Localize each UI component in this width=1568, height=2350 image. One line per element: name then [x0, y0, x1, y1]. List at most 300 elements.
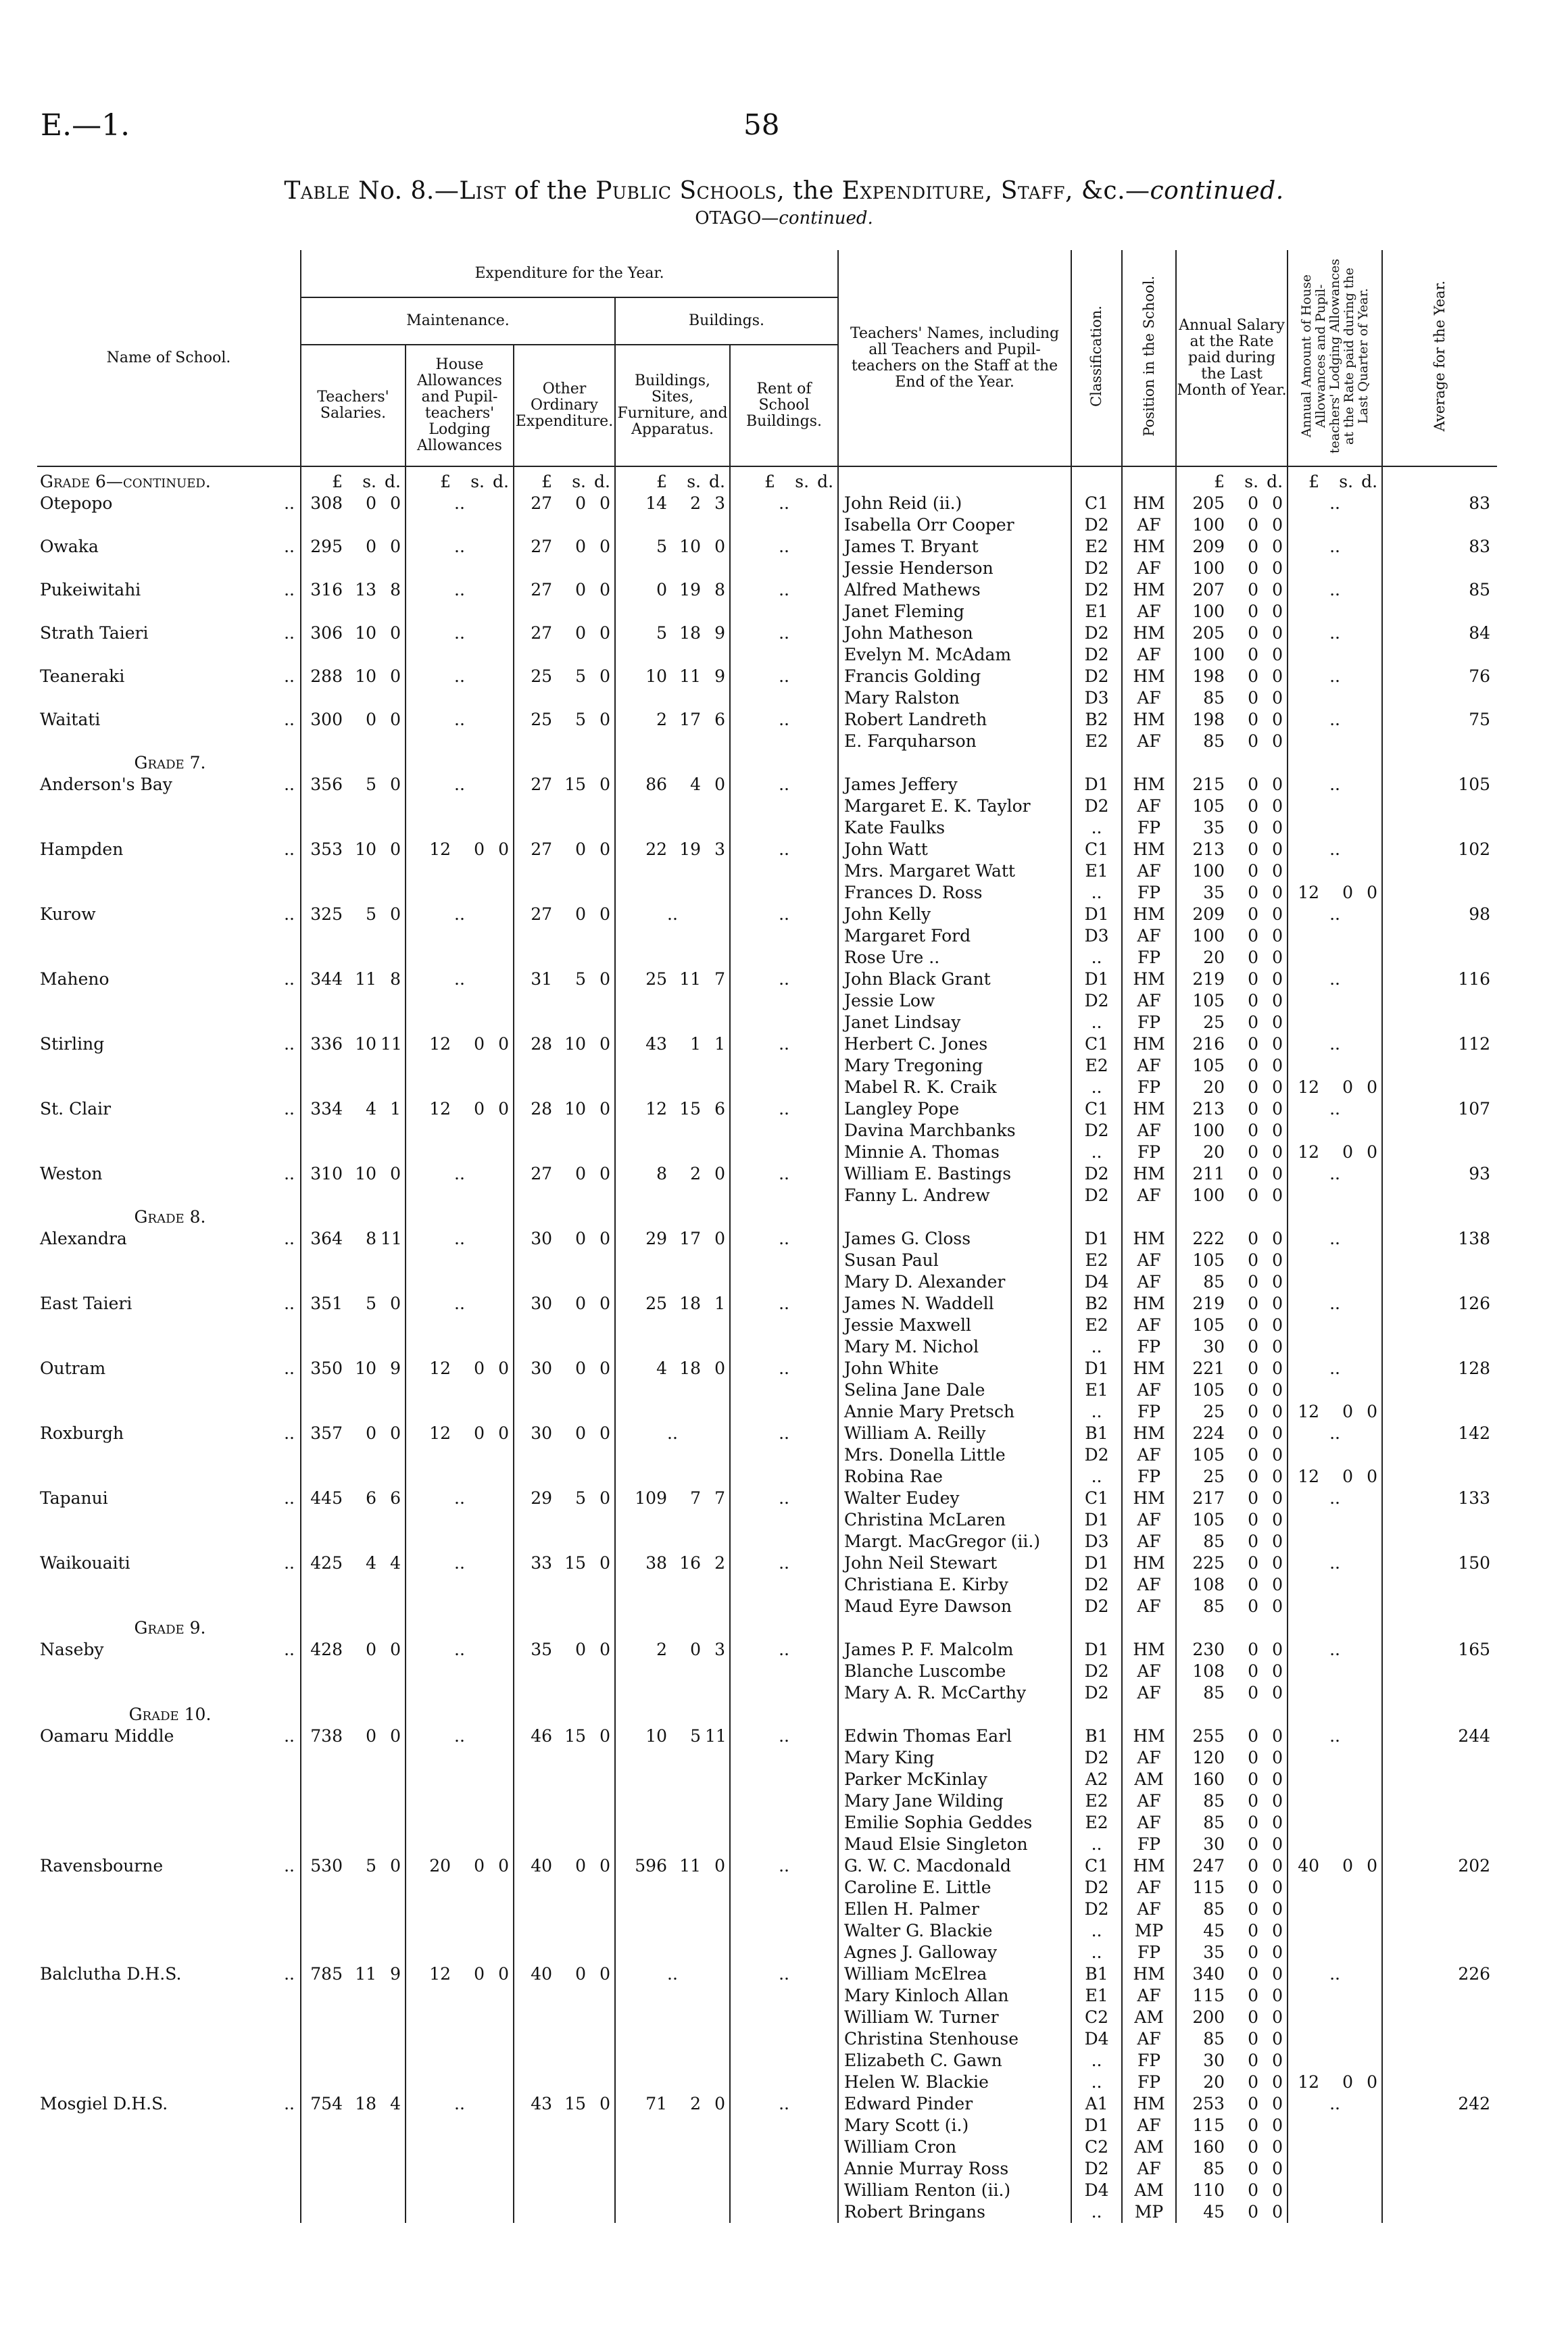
school-name	[40, 709, 300, 731]
school-name	[40, 1963, 300, 1985]
empty-value: ..	[1329, 493, 1340, 513]
teacher-name-text: Selina Jane Dale	[844, 1380, 985, 1400]
units-row	[37, 466, 1497, 493]
salary-pounds: 205	[1192, 493, 1225, 513]
table-row	[37, 2028, 1497, 2050]
classification-value: D1	[1084, 1553, 1109, 1573]
empty-value: ..	[779, 775, 789, 794]
salary-pence: 0	[1272, 1575, 1283, 1594]
col-other-ordinary: Other Ordinary Expenditure.	[514, 345, 615, 466]
teacher-name	[839, 1769, 1071, 1790]
salary-pence: 0	[1272, 710, 1283, 729]
table-row	[37, 579, 1497, 601]
annual-salary	[1177, 1120, 1287, 1142]
amount-pence: 0	[599, 1423, 610, 1443]
amount-pence: 8	[714, 580, 725, 599]
teacher-name-text: Edward Pinder	[844, 2094, 973, 2113]
salary-shillings: 0	[1248, 1423, 1259, 1443]
empty-value: ..	[779, 1164, 789, 1183]
salary-pence: 0	[1272, 1661, 1283, 1681]
classification-value: D2	[1084, 2159, 1109, 2178]
position-value: AF	[1137, 1510, 1161, 1529]
empty-value: ..	[779, 1034, 789, 1054]
salary-shillings: 0	[1248, 1488, 1259, 1508]
amount-pence: 6	[390, 1488, 401, 1508]
teacher-name-text: Christiana E. Kirby	[844, 1575, 1008, 1594]
position-value: HM	[1133, 666, 1165, 686]
position-value: AF	[1137, 1899, 1161, 1919]
amount-pence: 0	[1367, 1077, 1378, 1097]
position-value: FP	[1137, 1402, 1161, 1421]
amount	[301, 1423, 405, 1444]
classification-value: C1	[1085, 1099, 1109, 1119]
position-value: HM	[1133, 1488, 1165, 1508]
classification-value: D2	[1084, 580, 1109, 599]
annual-salary	[1177, 1661, 1287, 1682]
amount-pence: 11	[381, 1229, 402, 1248]
position-value: AF	[1137, 1272, 1161, 1292]
annual-salary	[1177, 1855, 1287, 1877]
amount-pounds: 8	[656, 1164, 667, 1183]
average-value: 112	[1458, 1034, 1491, 1054]
teacher-name-text: Mary King	[844, 1748, 935, 1767]
amount-shillings: 4	[690, 775, 701, 794]
empty-value: ..	[1329, 1099, 1340, 1119]
classification-value: ..	[1091, 1834, 1102, 1854]
salary-pounds: 215	[1192, 775, 1225, 794]
empty-value: ..	[779, 2094, 789, 2113]
position-value: AF	[1137, 1748, 1161, 1767]
teacher-name-text: Mary Jane Wilding	[844, 1791, 1004, 1811]
amount	[406, 839, 513, 860]
amount	[616, 1163, 729, 1185]
salary-pence: 0	[1272, 537, 1283, 556]
amount-shillings: 5	[690, 1726, 701, 1746]
position-value: AF	[1137, 2115, 1161, 2135]
amount-pence: 2	[714, 1553, 725, 1573]
salary-shillings: 0	[1248, 1358, 1259, 1378]
classification-value: A1	[1085, 2094, 1108, 2113]
teacher-name-text: Maud Elsie Singleton	[844, 1834, 1028, 1854]
col-average	[1382, 250, 1497, 466]
amount-pence: 3	[714, 1640, 725, 1659]
teacher-name	[839, 1185, 1071, 1206]
salary-shillings: 0	[1248, 1294, 1259, 1313]
empty-value: ..	[1329, 623, 1340, 643]
classification-value: E2	[1085, 731, 1108, 751]
amount	[514, 1163, 614, 1185]
table-row	[37, 860, 1497, 882]
salary-shillings: 0	[1248, 1640, 1259, 1659]
amount	[514, 709, 614, 731]
teacher-name	[839, 731, 1071, 752]
empty-value: ..	[779, 1488, 789, 1508]
teacher-name-text: James N. Waddell	[844, 1294, 994, 1313]
salary-pence: 0	[1272, 904, 1283, 924]
position-value: FP	[1137, 1942, 1161, 1962]
school-name-text: Waikouaiti	[40, 1553, 130, 1573]
salary-shillings: 0	[1248, 904, 1259, 924]
amount-pounds: 30	[531, 1229, 552, 1248]
classification-value: D2	[1084, 515, 1109, 535]
table-row	[37, 1206, 1497, 1228]
teacher-name-text: Mary M. Nichol	[844, 1337, 979, 1356]
salary-pounds: 85	[1203, 1813, 1225, 1832]
amount-pence: 4	[390, 1553, 401, 1573]
salary-shillings: 0	[1248, 2007, 1259, 2027]
classification-value: D1	[1084, 1229, 1109, 1248]
school-name	[40, 774, 300, 795]
table-row	[37, 2050, 1497, 2072]
amount	[514, 1639, 614, 1661]
amount-pence: 0	[390, 1164, 401, 1183]
annual-salary	[1177, 1552, 1287, 1574]
salary-shillings: 0	[1248, 1921, 1259, 1940]
amount	[616, 1552, 729, 1574]
teacher-name-text: Jessie Henderson	[844, 558, 994, 578]
salary-pounds: 45	[1203, 1921, 1225, 1940]
amount-pence: 11	[705, 1726, 727, 1746]
amount	[514, 579, 614, 601]
position-value: FP	[1137, 818, 1161, 837]
unit-pound: £	[541, 472, 552, 491]
salary-pence: 0	[1272, 883, 1283, 902]
teacher-name-text: Maud Eyre Dawson	[844, 1596, 1012, 1616]
grade-first-cell	[37, 466, 301, 493]
table-row	[37, 1336, 1497, 1358]
amount-pence: 0	[599, 1229, 610, 1248]
amount-pounds: 334	[310, 1099, 343, 1119]
amount-pounds: 2	[656, 710, 667, 729]
amount-pence: 0	[390, 1423, 401, 1443]
amount-pounds: 12	[1298, 2072, 1320, 2092]
teacher-name	[839, 1639, 1071, 1661]
amount	[301, 1358, 405, 1379]
teacher-name	[839, 601, 1071, 622]
classification-value: B1	[1085, 1726, 1108, 1746]
annual-salary	[1177, 1920, 1287, 1942]
salary-pence: 0	[1272, 861, 1283, 881]
region-subtitle	[0, 208, 1568, 228]
position-value: AM	[1134, 2137, 1164, 2157]
amount-shillings: 0	[575, 1294, 586, 1313]
salary-pence: 0	[1272, 1726, 1283, 1746]
school-name-text: Tapanui	[40, 1488, 108, 1508]
table-row	[37, 2093, 1497, 2115]
classification-value: B1	[1085, 1423, 1108, 1443]
amount	[616, 1033, 729, 1055]
amount	[616, 709, 729, 731]
amount-pounds: 12	[429, 839, 451, 859]
annual-salary	[1177, 622, 1287, 644]
annual-salary	[1177, 2028, 1287, 2050]
salary-shillings: 0	[1248, 2051, 1259, 2070]
position-value: AF	[1137, 1532, 1161, 1551]
amount-pounds: 12	[429, 1099, 451, 1119]
position-value: HM	[1133, 1423, 1165, 1443]
table-row	[37, 2180, 1497, 2201]
teacher-name-text: William Cron	[844, 2137, 957, 2157]
amount-pence: 0	[599, 2094, 610, 2113]
unit-d: d.	[385, 472, 401, 491]
salary-pounds: 213	[1192, 1099, 1225, 1119]
amount-pence: 0	[390, 775, 401, 794]
salary-shillings: 0	[1248, 948, 1259, 967]
annual-salary	[1177, 1596, 1287, 1617]
amount-pence: 0	[390, 1640, 401, 1659]
table-row	[37, 882, 1497, 904]
classification-value: D1	[1084, 969, 1109, 989]
teacher-name-text: John Black Grant	[844, 969, 991, 989]
amount	[514, 1293, 614, 1315]
salary-pence: 0	[1272, 1272, 1283, 1292]
amount	[301, 1963, 405, 1985]
amount-shillings: 10	[355, 666, 376, 686]
salary-pence: 0	[1272, 1878, 1283, 1897]
amount-pounds: 445	[310, 1488, 343, 1508]
leader-dots: ..	[284, 623, 295, 643]
table-row	[37, 1790, 1497, 1812]
amount-pounds: 356	[310, 775, 343, 794]
annual-salary	[1177, 1682, 1287, 1704]
unit-s: s.	[572, 472, 586, 491]
salary-pence: 0	[1272, 1142, 1283, 1162]
classification-value: D3	[1084, 1532, 1109, 1551]
salary-shillings: 0	[1248, 1315, 1259, 1335]
position-value: HM	[1133, 1726, 1165, 1746]
table-row	[37, 2115, 1497, 2136]
salary-pence: 0	[1272, 2051, 1283, 2070]
col-classification	[1071, 250, 1122, 466]
annual-salary	[1177, 925, 1287, 947]
salary-shillings: 0	[1248, 969, 1259, 989]
table-row	[37, 1899, 1497, 1920]
amount	[301, 2093, 405, 2115]
amount-pounds: 316	[310, 580, 343, 599]
salary-shillings: 0	[1248, 1748, 1259, 1767]
amount-shillings: 5	[575, 710, 586, 729]
salary-pounds: 35	[1203, 883, 1225, 902]
teacher-name	[839, 709, 1071, 731]
position-value: AF	[1137, 731, 1161, 751]
leader-dots: ..	[284, 969, 295, 989]
amount	[301, 1098, 405, 1120]
teacher-name-text: Mary Tregoning	[844, 1056, 983, 1075]
salary-pounds: 105	[1192, 1315, 1225, 1335]
annual-salary	[1177, 493, 1287, 514]
annual-salary	[1177, 2050, 1287, 2072]
teacher-name	[839, 2201, 1071, 2223]
grade-heading: Grade 9.	[134, 1618, 206, 1638]
salary-shillings: 0	[1248, 1813, 1259, 1832]
amount	[1288, 1142, 1381, 1163]
salary-pounds: 25	[1203, 1467, 1225, 1486]
amount	[301, 1033, 405, 1055]
table-row	[37, 1985, 1497, 2007]
classification-value: E2	[1085, 1791, 1108, 1811]
amount	[406, 1098, 513, 1120]
salary-pence: 0	[1272, 1510, 1283, 1529]
table-row	[37, 774, 1497, 795]
salary-pence: 0	[1272, 796, 1283, 816]
teacher-name	[839, 882, 1071, 904]
amount-pounds: 27	[531, 1164, 552, 1183]
table-row	[37, 1293, 1497, 1315]
salary-shillings: 0	[1248, 2202, 1259, 2222]
average-label: Average for the Year.	[1431, 280, 1448, 432]
annual-salary	[1177, 1639, 1287, 1661]
position-value: HM	[1133, 580, 1165, 599]
amount-shillings: 1	[690, 1034, 701, 1054]
amount-pence: 0	[599, 1553, 610, 1573]
amount-pence: 0	[390, 537, 401, 556]
amount-shillings: 4	[366, 1553, 376, 1573]
empty-value: ..	[454, 1294, 465, 1313]
classification-value: A2	[1085, 1769, 1108, 1789]
school-name	[40, 666, 300, 687]
amount-pence: 0	[498, 1856, 509, 1876]
annual-salary	[1177, 2136, 1287, 2158]
teacher-name	[839, 2093, 1071, 2115]
average-value: 83	[1469, 537, 1491, 556]
teacher-name	[839, 2072, 1071, 2093]
table-row	[37, 1163, 1497, 1185]
school-name-text: Weston	[40, 1164, 103, 1183]
salary-shillings: 0	[1248, 2159, 1259, 2178]
amount-shillings: 0	[474, 1964, 485, 1984]
average-value: 165	[1458, 1640, 1491, 1659]
amount-pounds: 5	[656, 537, 667, 556]
classification-value: ..	[1091, 1402, 1102, 1421]
table-row	[37, 1509, 1497, 1531]
amount-shillings: 0	[1342, 2072, 1354, 2092]
annual-salary	[1177, 1466, 1287, 1488]
salary-pounds: 35	[1203, 1942, 1225, 1962]
salary-shillings: 0	[1248, 645, 1259, 664]
amount-pence: 0	[714, 2094, 725, 2113]
amount	[616, 666, 729, 687]
annual-salary	[1177, 1358, 1287, 1379]
teacher-name	[839, 1315, 1071, 1336]
teacher-name	[839, 2115, 1071, 2136]
salary-shillings: 0	[1248, 688, 1259, 708]
teacher-name	[839, 1012, 1071, 1033]
position-value: AF	[1137, 1250, 1161, 1270]
amount-pence: 7	[714, 1488, 725, 1508]
teacher-name-text: James G. Closs	[844, 1229, 971, 1248]
salary-pence: 0	[1272, 2029, 1283, 2049]
teacher-name-text: Frances D. Ross	[844, 883, 983, 902]
amount	[301, 1293, 405, 1315]
empty-value: ..	[1329, 1358, 1340, 1378]
annual-salary	[1177, 514, 1287, 536]
annual-salary	[1177, 817, 1287, 839]
position-value: HM	[1133, 623, 1165, 643]
amount	[301, 1855, 405, 1877]
annual-salary	[1177, 1423, 1287, 1444]
teacher-name-text: Jessie Low	[844, 991, 935, 1010]
average-value: 84	[1469, 623, 1491, 643]
classification-value: C1	[1085, 493, 1109, 513]
empty-value: ..	[1329, 1294, 1340, 1313]
school-name	[40, 1033, 300, 1055]
leader-dots: ..	[284, 775, 295, 794]
annual-salary	[1177, 1812, 1287, 1834]
amount-pounds: 30	[531, 1358, 552, 1378]
table-row	[37, 1120, 1497, 1142]
salary-pounds: 115	[1192, 1986, 1225, 2005]
amount-pounds: 28	[531, 1099, 552, 1119]
amount	[514, 1098, 614, 1120]
classification-value: D4	[1084, 2180, 1109, 2200]
teacher-name	[839, 1812, 1071, 1834]
teacher-name-text: Langley Pope	[844, 1099, 960, 1119]
salary-pounds: 115	[1192, 1878, 1225, 1897]
annual-salary	[1177, 1185, 1287, 1206]
amount	[406, 1423, 513, 1444]
table-row	[37, 1704, 1497, 1725]
salary-pence: 0	[1272, 1402, 1283, 1421]
classification-value: E1	[1085, 1986, 1108, 2005]
salary-pence: 0	[1272, 991, 1283, 1010]
amount-shillings: 10	[564, 1099, 586, 1119]
amount-shillings: 0	[575, 623, 586, 643]
salary-shillings: 0	[1248, 1899, 1259, 1919]
school-name	[40, 1228, 300, 1250]
school-name-text: Alexandra	[40, 1229, 127, 1248]
col-teachers-names: Teachers' Names, including all Teachers and Pupil-teachers on the Staff at the End of the Year.	[838, 250, 1071, 466]
salary-shillings: 0	[1248, 1272, 1259, 1292]
classification-value: D2	[1084, 991, 1109, 1010]
salary-shillings: 0	[1248, 1942, 1259, 1962]
table-row	[37, 839, 1497, 860]
average-value: 244	[1458, 1726, 1491, 1746]
salary-pounds: 85	[1203, 1272, 1225, 1292]
salary-shillings: 0	[1248, 1964, 1259, 1984]
empty-value: ..	[454, 1726, 465, 1746]
position-value: AF	[1137, 1878, 1161, 1897]
amount	[514, 904, 614, 925]
classification-value: E2	[1085, 1813, 1108, 1832]
classification-value: E2	[1085, 537, 1108, 556]
amount-pence: 6	[714, 1099, 725, 1119]
amount-pence: 0	[599, 1164, 610, 1183]
table-row	[37, 622, 1497, 644]
col-rent: Rent of School Buildings.	[730, 345, 838, 466]
amount	[301, 666, 405, 687]
salary-shillings: 0	[1248, 2072, 1259, 2092]
table-row	[37, 666, 1497, 687]
salary-shillings: 0	[1248, 1121, 1259, 1140]
title-staff: , Staff	[984, 177, 1065, 205]
amount-pounds: 754	[310, 2094, 343, 2113]
teacher-name-text: Rose Ure ..	[844, 948, 940, 967]
amount-shillings: 10	[355, 1358, 376, 1378]
leader-dots: ..	[284, 1640, 295, 1659]
amount-pounds: 12	[429, 1358, 451, 1378]
amount-pounds: 27	[531, 775, 552, 794]
classification-value: ..	[1091, 1012, 1102, 1032]
position-value: HM	[1133, 1164, 1165, 1183]
amount-pounds: 12	[645, 1099, 667, 1119]
salary-shillings: 0	[1248, 1056, 1259, 1075]
amount-shillings: 0	[575, 1856, 586, 1876]
classification-value: C1	[1085, 1034, 1109, 1054]
table-row	[37, 1033, 1497, 1055]
salary-shillings: 0	[1248, 1532, 1259, 1551]
classification-value: ..	[1091, 1921, 1102, 1940]
annual-salary	[1177, 1963, 1287, 1985]
